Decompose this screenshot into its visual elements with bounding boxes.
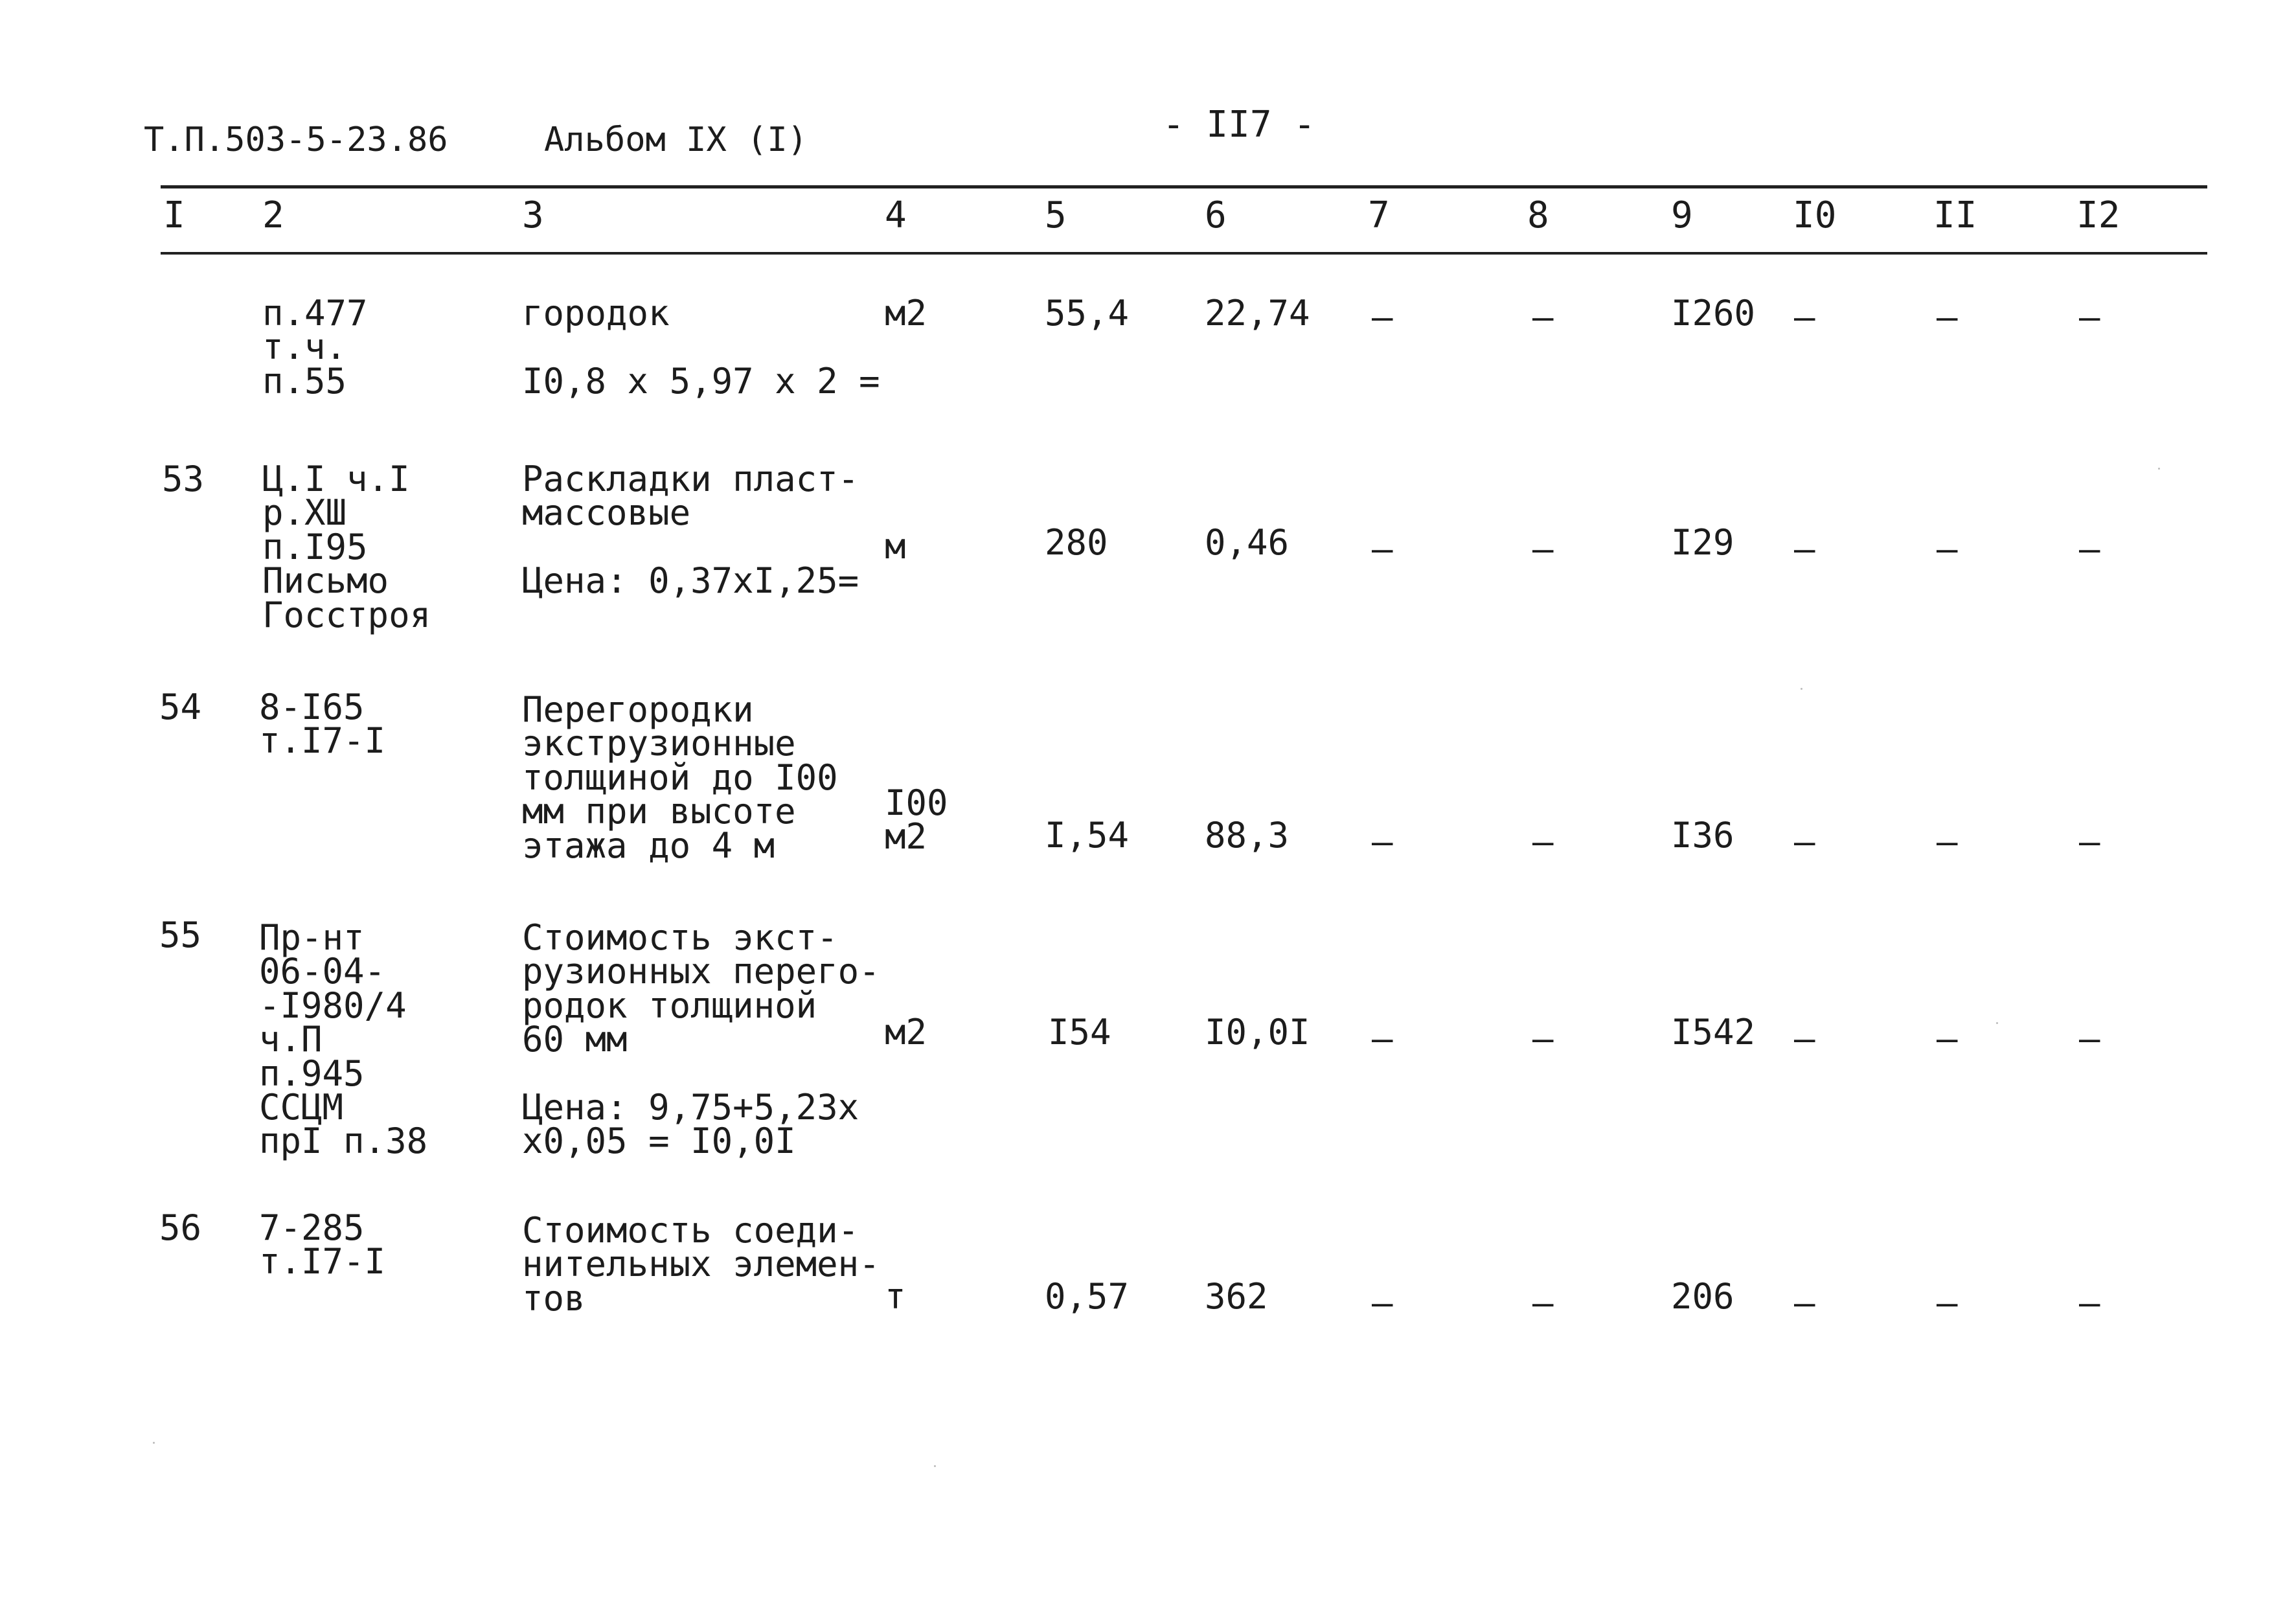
row-col10: –: [1794, 1282, 1815, 1323]
row-unit: т: [885, 1276, 906, 1317]
table-top-rule: [161, 185, 2207, 188]
column-header: 6: [1205, 194, 1227, 236]
column-header: 4: [885, 194, 907, 236]
row-quantity: 55,4: [1045, 293, 1130, 334]
row-col12: –: [2079, 529, 2100, 569]
row-col11: –: [1937, 529, 1958, 569]
row-col7: –: [1372, 1018, 1393, 1059]
row-col7: –: [1372, 297, 1393, 337]
row-unit: м2: [885, 1012, 927, 1053]
scan-speck: [1801, 688, 1802, 690]
column-header: 7: [1368, 194, 1390, 236]
column-header: II: [1933, 194, 1977, 236]
row-col7: –: [1372, 1282, 1393, 1323]
row-number: 53: [162, 459, 205, 499]
row-price: 88,3: [1205, 815, 1290, 856]
scan-speck: [934, 1465, 936, 1467]
row-col11: –: [1937, 821, 1958, 862]
row-col7: –: [1372, 821, 1393, 862]
row-col11: –: [1937, 297, 1958, 337]
row-col8: –: [1532, 1282, 1554, 1323]
row-price: 0,46: [1205, 522, 1290, 563]
row-name: Перегородки экструзионные толщиной до I00 мм при высоте этажа до 4 м: [522, 689, 838, 866]
row-basis: Пр-нт 06-04- -I980/4 ч.П п.945 ССЦМ прI п.38: [259, 917, 428, 1162]
row-col12: –: [2079, 821, 2100, 862]
row-col8: –: [1532, 1018, 1554, 1059]
column-header: I2: [2076, 194, 2120, 236]
row-name: городок I0,8 х 5,97 х 2 =: [522, 293, 880, 402]
column-header: 2: [262, 194, 284, 236]
row-col10: –: [1794, 1018, 1815, 1059]
row-col12: –: [2079, 1018, 2100, 1059]
row-number: 56: [159, 1207, 202, 1248]
column-header: 9: [1671, 194, 1693, 236]
column-header: I0: [1793, 194, 1837, 236]
row-quantity: I54: [1048, 1012, 1111, 1053]
column-header: 5: [1045, 194, 1067, 236]
row-total: I29: [1671, 522, 1734, 563]
row-col8: –: [1532, 821, 1554, 862]
column-header: I: [163, 194, 185, 236]
row-unit: м2: [885, 293, 927, 334]
row-col7: –: [1372, 529, 1393, 569]
row-col8: –: [1532, 529, 1554, 569]
row-total: I260: [1671, 293, 1756, 334]
row-quantity: I,54: [1045, 815, 1130, 856]
scan-speck: [153, 1442, 155, 1444]
row-quantity: 280: [1045, 522, 1108, 563]
row-unit: м: [885, 526, 906, 567]
row-col11: –: [1937, 1018, 1958, 1059]
row-price: I0,0I: [1205, 1012, 1310, 1053]
row-quantity: 0,57: [1045, 1276, 1130, 1317]
column-header: 3: [522, 194, 544, 236]
row-name: Стоимость соеди- нительных элемен- тов: [522, 1210, 880, 1319]
row-name: Стоимость экст- рузионных перего- родок толщиной 60 мм Цена: 9,75+5,23х х0,05 = I0,0I: [522, 917, 880, 1162]
row-total: I36: [1671, 815, 1734, 856]
document-code: Т.П.503-5-23.86: [144, 120, 448, 159]
row-price: 22,74: [1205, 293, 1310, 334]
row-col11: –: [1937, 1282, 1958, 1323]
row-col10: –: [1794, 529, 1815, 569]
row-col10: –: [1794, 821, 1815, 862]
row-number: 54: [159, 687, 202, 727]
row-col8: –: [1532, 297, 1554, 337]
row-basis: п.477 т.ч. п.55: [262, 293, 368, 402]
scan-speck: [2158, 468, 2160, 470]
row-number: 55: [159, 915, 202, 955]
scan-speck: [1996, 1022, 1998, 1024]
row-col12: –: [2079, 297, 2100, 337]
row-basis: 8-I65 т.I7-I: [259, 687, 386, 762]
page-number: - II7 -: [1163, 104, 1316, 146]
row-total: 206: [1671, 1276, 1734, 1317]
row-price: 362: [1205, 1276, 1268, 1317]
album-label: Альбом IX (I): [544, 120, 808, 159]
row-col12: –: [2079, 1282, 2100, 1323]
row-basis: 7-285 т.I7-I: [259, 1207, 386, 1282]
column-header: 8: [1527, 194, 1549, 236]
row-name: Раскладки пласт- массовые Цена: 0,37хI,25=: [522, 459, 859, 602]
row-col10: –: [1794, 297, 1815, 337]
row-total: I542: [1671, 1012, 1756, 1053]
table-header-rule: [161, 252, 2207, 255]
row-basis: Ц.I ч.I р.XШ п.I95 Письмо Госстроя: [262, 459, 431, 635]
row-unit: I00 м2: [885, 782, 948, 858]
